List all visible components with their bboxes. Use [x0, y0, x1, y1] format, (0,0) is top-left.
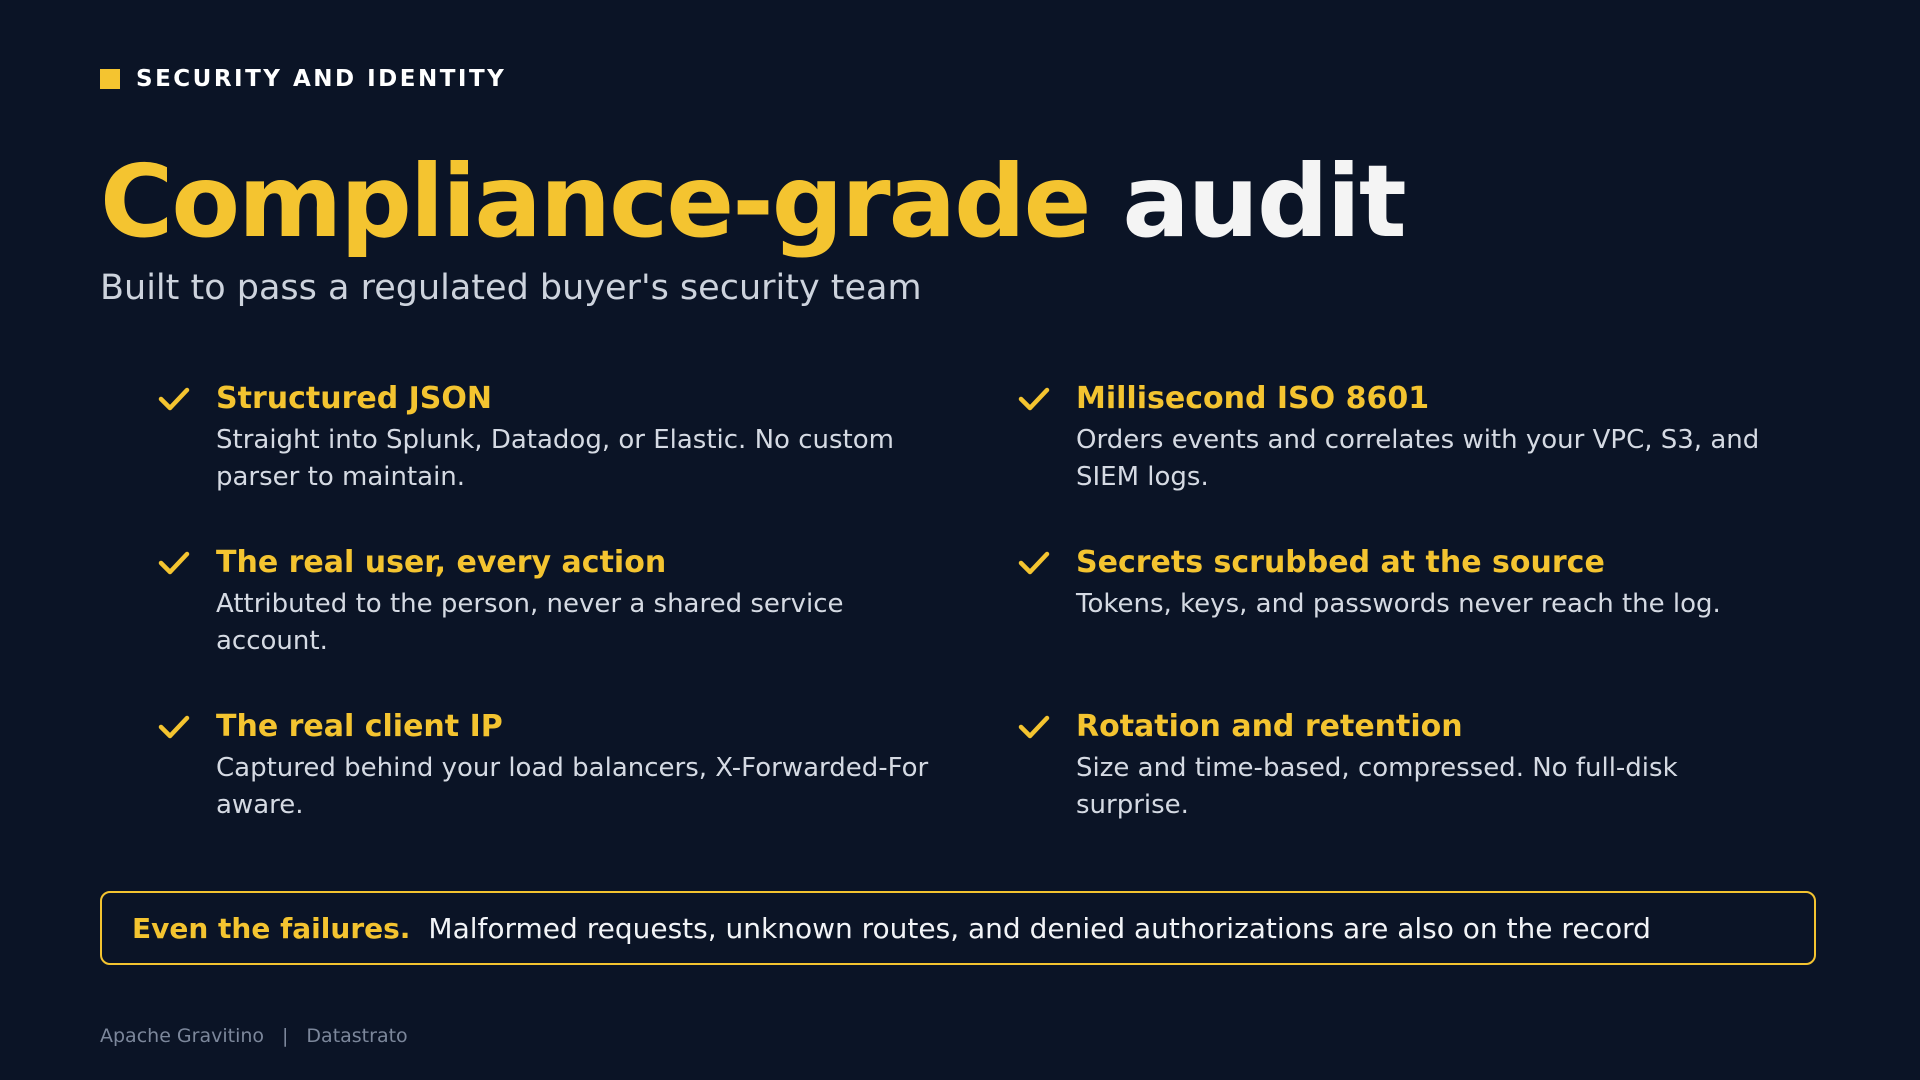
title-rest: audit: [1122, 143, 1405, 260]
check-icon: [158, 704, 216, 740]
subtitle: Built to pass a regulated buyer's security team: [100, 268, 922, 308]
feature-title: Rotation and retention: [1076, 709, 1463, 744]
feature-title: Secrets scrubbed at the source: [1076, 545, 1605, 580]
footer-company: Datastrato: [306, 1025, 408, 1047]
footer-project: Apache Gravitino: [100, 1025, 265, 1047]
feature-item: [158, 376, 1018, 540]
feature-item: [1018, 704, 1818, 868]
feature-description: Tokens, keys, and passwords never reach the log.: [1076, 589, 1721, 619]
feature-description: Size and time-based, compressed. No full-disk surprise.: [1076, 753, 1678, 820]
feature-title: Millisecond ISO 8601: [1076, 381, 1430, 416]
feature-grid: [158, 376, 1818, 868]
callout-lead: Even the failures.: [132, 911, 411, 945]
page-title: [100, 138, 1405, 266]
check-icon: [158, 540, 216, 576]
callout-text: Malformed requests, unknown routes, and denied authorizations are also on the record: [428, 911, 1651, 945]
feature-title: The real user, every action: [216, 545, 667, 580]
feature-body: [1076, 540, 1796, 623]
check-icon: [1018, 540, 1076, 576]
feature-description: Captured behind your load balancers, X-Forwarded-For aware.: [216, 753, 929, 820]
title-accent: Compliance-grade: [100, 143, 1090, 260]
feature-item: [158, 540, 1018, 704]
feature-title: Structured JSON: [216, 381, 493, 416]
footer-separator: |: [282, 1025, 289, 1047]
feature-body: [1076, 376, 1796, 496]
feature-body: [216, 704, 936, 824]
check-icon: [1018, 704, 1076, 740]
section-eyebrow: [100, 66, 506, 92]
square-marker-icon: [100, 69, 120, 89]
feature-description: Straight into Splunk, Datadog, or Elastic. No custom parser to maintain.: [216, 425, 894, 492]
feature-body: [216, 376, 936, 496]
check-icon: [158, 376, 216, 412]
feature-item: [1018, 376, 1818, 540]
feature-description: Orders events and correlates with your VPC, S3, and SIEM logs.: [1076, 425, 1760, 492]
feature-item: [158, 704, 1018, 868]
feature-description: Attributed to the person, never a shared service account.: [216, 589, 844, 656]
feature-body: [216, 540, 936, 660]
check-icon: [1018, 376, 1076, 412]
callout-box: [100, 891, 1816, 965]
feature-item: [1018, 540, 1818, 704]
eyebrow-label: SECURITY AND IDENTITY: [136, 66, 507, 92]
feature-body: [1076, 704, 1796, 824]
feature-title: The real client IP: [216, 709, 503, 744]
footer: [100, 1025, 408, 1047]
